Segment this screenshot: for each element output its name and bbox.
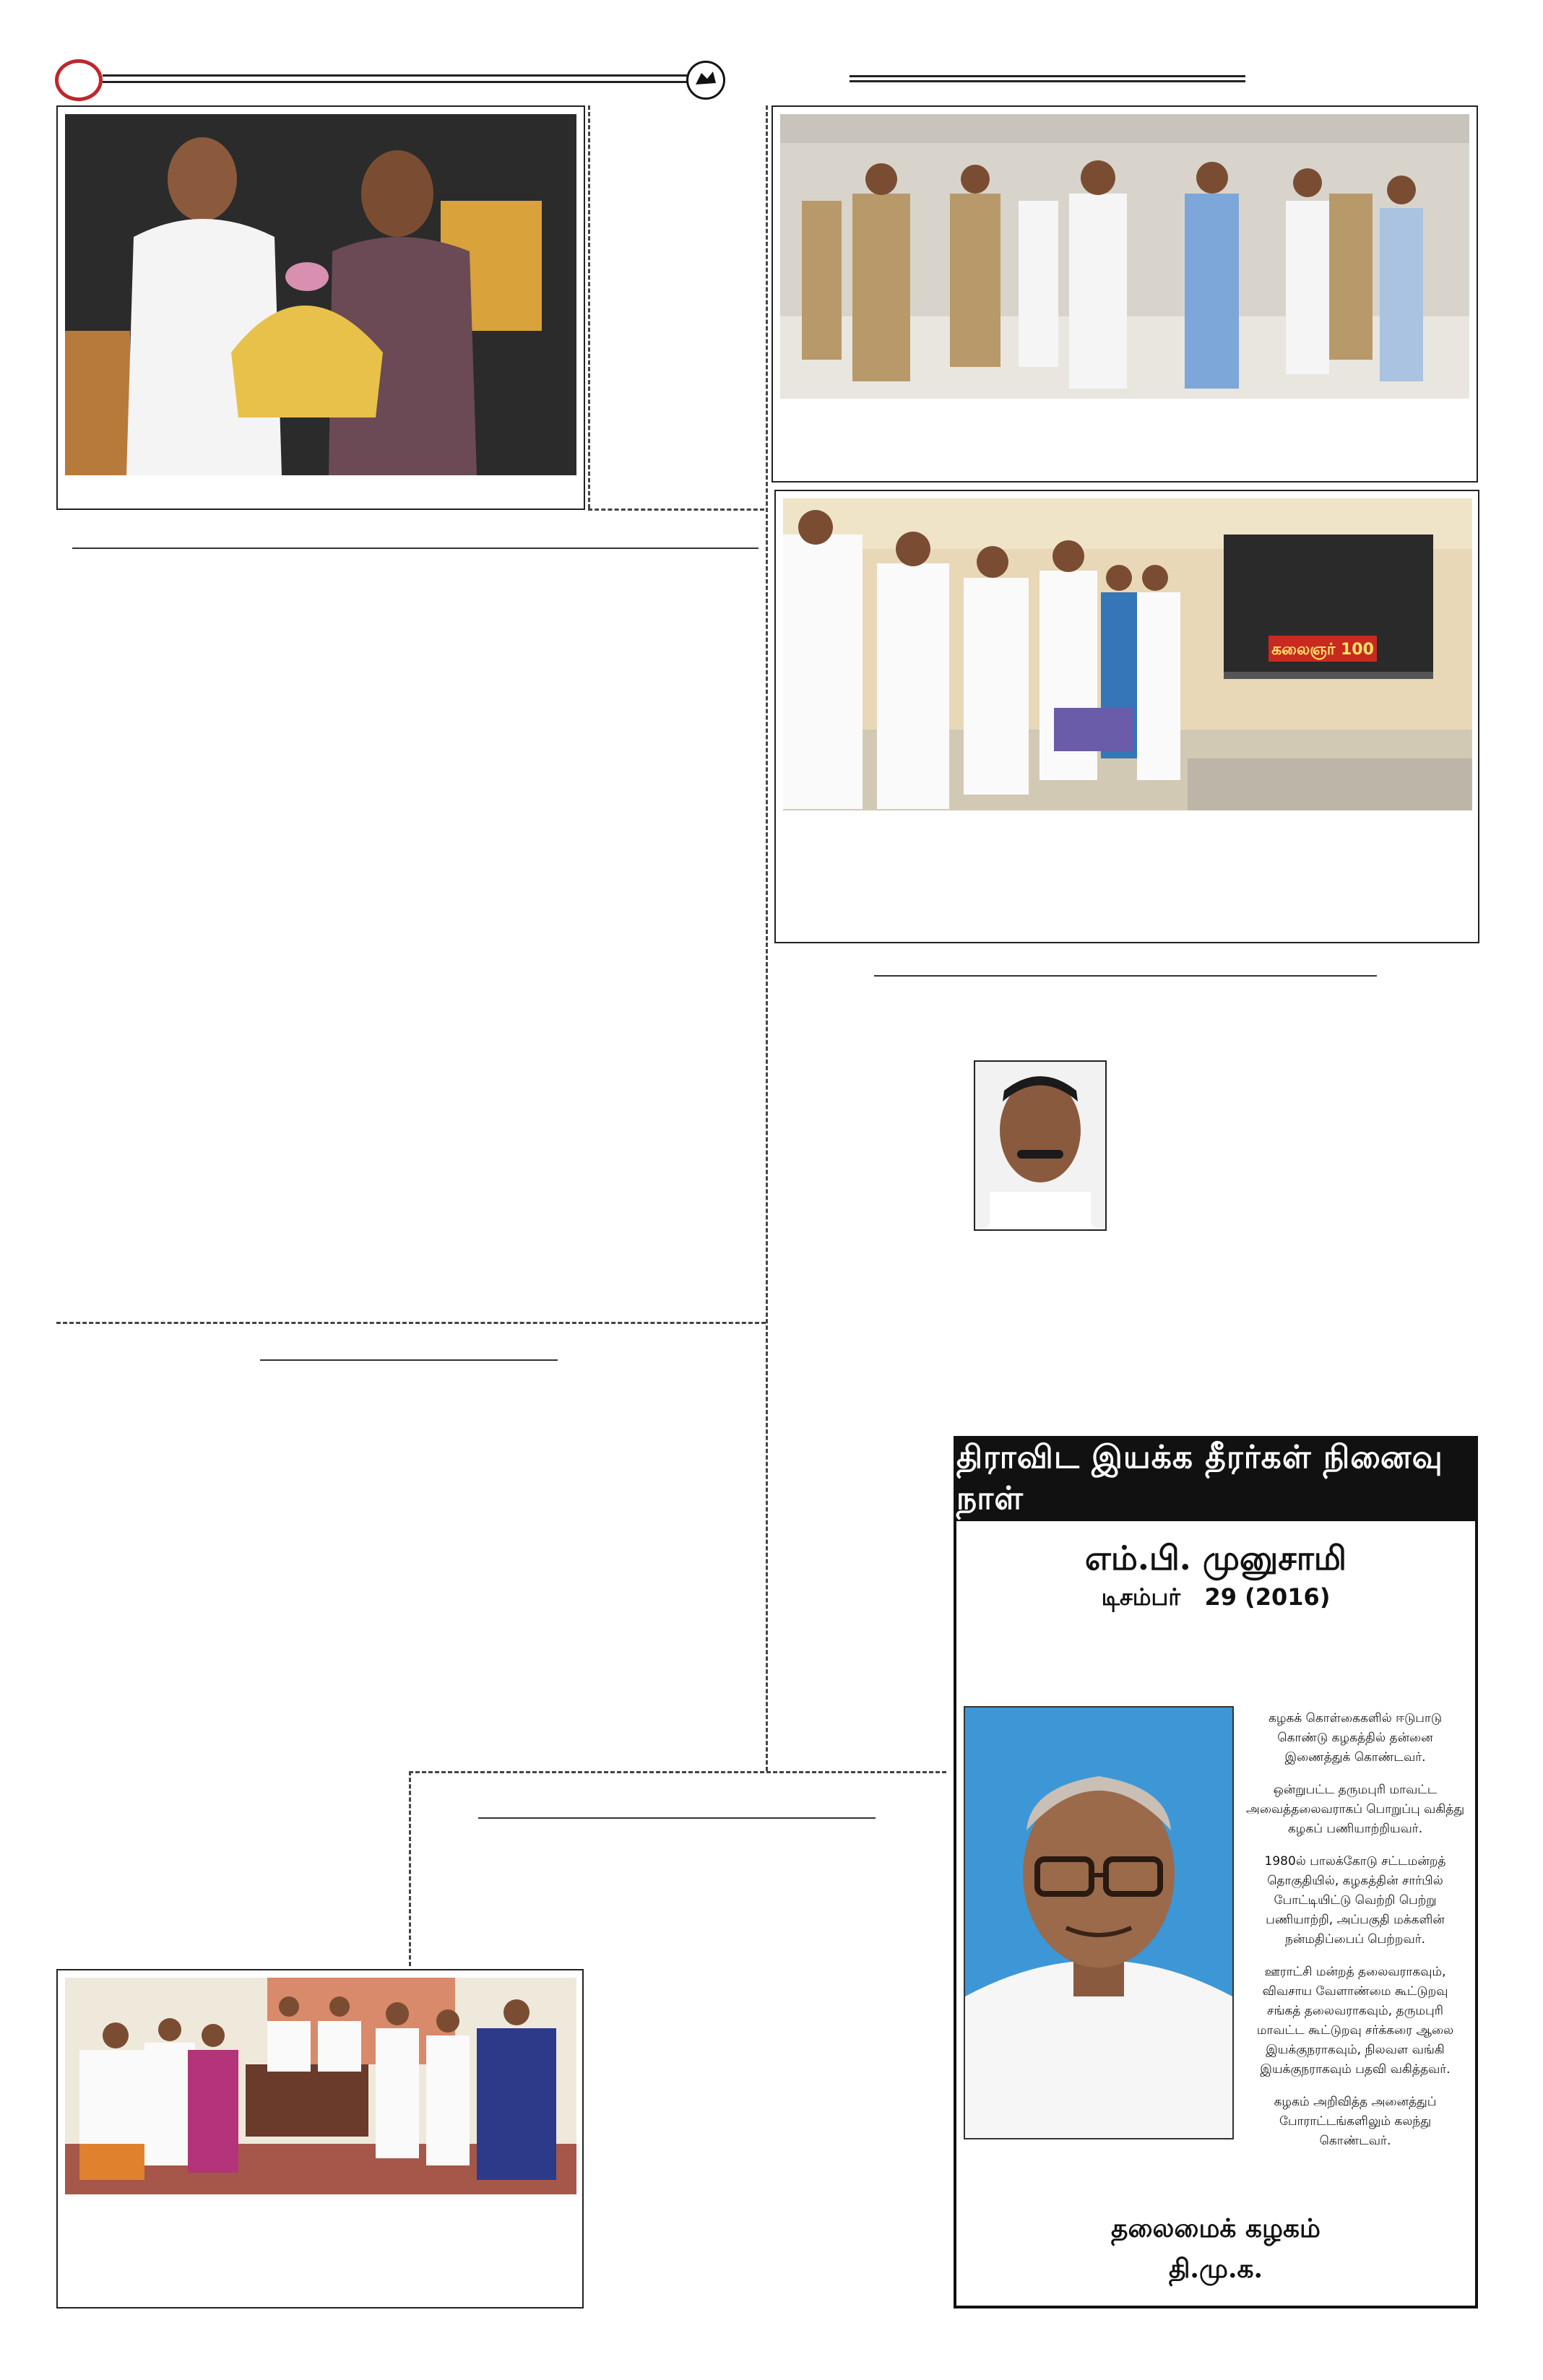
masthead-logo-circle <box>55 59 103 101</box>
memorial-name: எம்.பி. முனுசாமி <box>1084 1539 1347 1578</box>
photo-frame-walk <box>772 105 1478 483</box>
divider-v-lower <box>409 1771 411 1966</box>
memorial-para-4: ஊராட்சி மன்றத் தலைவராகவும், விவசாய வேளாண்மை கூட்டுறவு சங்கத் தலைவராகவும், தருமபுரி மாவட்ட கூட்டுறவு சர்க்கரை ஆலை இயக்குநராகவும், நிலவள வங்கி இயக்குநராகவும் பதவி வகித்தவர். <box>1256 1965 1454 2077</box>
photo-meeting-room <box>65 1978 576 2194</box>
article-rule-3 <box>260 1359 558 1361</box>
masthead-rule <box>103 74 688 83</box>
photo-frame-gift <box>56 105 585 510</box>
portrait-small <box>974 1060 1107 1231</box>
divider-v-top <box>588 105 590 509</box>
divider-h-middle <box>56 1322 766 1324</box>
divider-v-middle <box>766 105 768 1771</box>
party-emblem-icon <box>686 61 725 100</box>
memorial-notice <box>954 1436 1478 2308</box>
memorial-footer-line2: தி.மு.க. <box>1168 2254 1263 2284</box>
photo-frame-meeting <box>56 1969 584 2308</box>
divider-h-lower <box>409 1771 946 1773</box>
photo-event-ceremony <box>783 498 1472 810</box>
memorial-para-2: ஒன்றுபட்ட தருமபுரி மாவட்ட அவைத்தலைவராகப் பொறுப்பு வகித்து கழகப் பணியாற்றியவர். <box>1245 1783 1465 1836</box>
photo-frame-event <box>774 490 1479 943</box>
photo-officials-walking <box>780 114 1469 399</box>
memorial-date: டிசம்பர் 29 (2016) <box>1101 1583 1331 1611</box>
memorial-para-3: 1980ல் பாலக்கோடு சட்டமன்றத் தொகுதியில், கழகத்தின் சார்பில் போட்டியிட்டு வெற்றி பெற்று பணியாற்றி, அப்பகுதி மக்களின் நன்மதிப்பைப் பெற்றவர். <box>1264 1854 1446 1947</box>
header-rule-right <box>850 75 1245 82</box>
stage-screen-text: கலைஞர் 100 <box>1271 641 1374 659</box>
memorial-footer-line1: தலைமைக் கழகம் <box>1111 2213 1321 2243</box>
article-rule-1 <box>72 548 758 549</box>
article-rule-4 <box>478 1817 876 1819</box>
memorial-heading: திராவிட இயக்க தீரர்கள் நினைவு நாள் <box>956 1439 1475 1521</box>
divider-h-top <box>588 509 764 511</box>
memorial-para-5: கழகம் அறிவித்த அனைத்துப் போராட்டங்களிலும் கலந்து கொண்டவர். <box>1274 2095 1437 2148</box>
memorial-para-1: கழகக் கொள்கைகளில் ஈடுபாடு கொண்டு கழகத்தில் தன்னை இணைத்துக் கொண்டவர். <box>1268 1711 1443 1765</box>
memorial-bio <box>1244 1709 1466 2164</box>
photo-gift-presentation <box>65 114 576 475</box>
memorial-portrait <box>964 1706 1234 2139</box>
article-rule-2 <box>874 975 1377 977</box>
